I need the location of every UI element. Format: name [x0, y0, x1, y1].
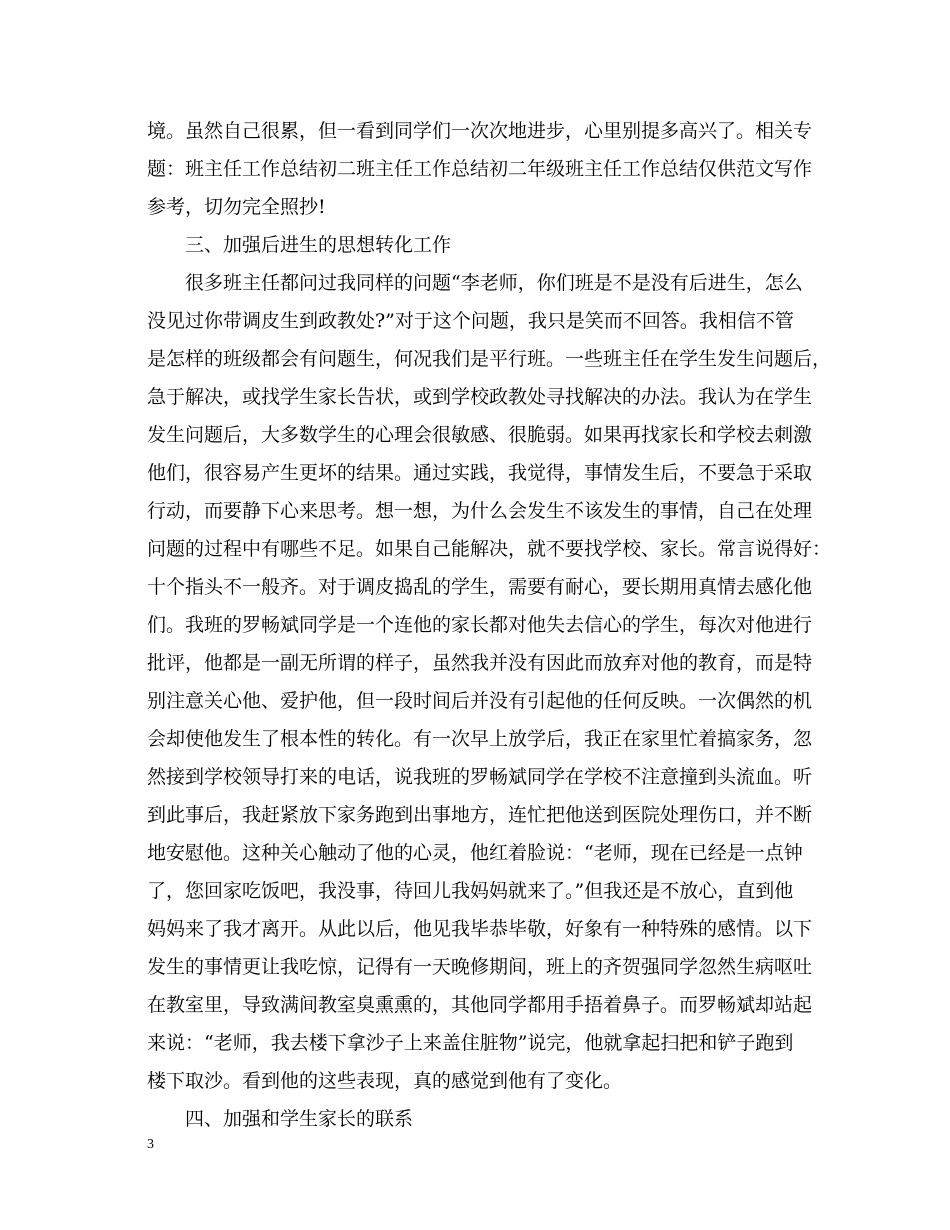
body-text-line: 来说：“老师，我去楼下拿沙子上来盖住脏物”说完，他就拿起扫把和铲子跑到 — [147, 1032, 794, 1054]
body-text-line: 十个指头不一般齐。对于调皮捣乱的学生，需要有耐心，要长期用真情去感化他 — [147, 576, 813, 598]
body-text-line: 发生问题后，大多数学生的心理会很敏感、很脆弱。如果再找家长和学校去刺激 — [147, 424, 813, 446]
body-text-line: 在教室里，导致满间教室臭熏熏的，其他同学都用手捂着鼻子。而罗畅斌却站起 — [147, 994, 813, 1016]
body-text-line: 地安慰他。这种关心触动了他的心灵，他红着脸说：“老师，现在已经是一点钟 — [147, 842, 803, 864]
body-text-line: 楼下取沙。看到他的这些表现，真的感觉到他有了变化。 — [147, 1070, 623, 1092]
body-text-line: 行动，而要静下心来思考。想一想，为什么会发生不该发生的事情，自己在处理 — [147, 500, 813, 522]
body-text-line: 会却使他发生了根本性的转化。有一次早上放学后，我正在家里忙着搞家务，忽 — [147, 728, 813, 750]
page-number: 3 — [147, 1137, 154, 1152]
body-text-line: 批评，他都是一副无所谓的样子，虽然我并没有因此而放弃对他的教育，而是特 — [147, 652, 813, 674]
body-text-line: 他们，很容易产生更坏的结果。通过实践，我觉得，事情发生后，不要急于采取 — [147, 462, 813, 484]
body-text-line: 题：班主任工作总结初二班主任工作总结初二年级班主任工作总结仅供范文写作 — [147, 158, 813, 180]
section-heading: 四、加强和学生家长的联系 — [185, 1108, 414, 1130]
body-text-line: 境。虽然自己很累，但一看到同学们一次次地进步，心里别提多高兴了。相关专 — [147, 120, 813, 142]
body-text-line: 没见过你带调皮生到政教处?”对于这个问题，我只是笑而不回答。我相信不管 — [147, 310, 794, 332]
body-text-line: 问题的过程中有哪些不足。如果自己能解决，就不要找学校、家长。常言说得好： — [147, 538, 832, 560]
body-text-line: 很多班主任都问过我同样的问题“李老师，你们班是不是没有后进生，怎么 — [185, 272, 803, 294]
body-text-line: 然接到学校领导打来的电话，说我班的罗畅斌同学在学校不注意撞到头流血。听 — [147, 766, 813, 788]
body-text-line: 了，您回家吃饭吧，我没事，待回儿我妈妈就来了。”但我还是不放心，直到他 — [147, 880, 794, 902]
body-text-line: 别注意关心他、爱护他，但一段时间后并没有引起他的任何反映。一次偶然的机 — [147, 690, 813, 712]
body-text-line: 发生的事情更让我吃惊，记得有一天晚修期间，班上的齐贺强同学忽然生病呕吐 — [147, 956, 813, 978]
body-text-line: 到此事后，我赶紧放下家务跑到出事地方，连忙把他送到医院处理伤口，并不断 — [147, 804, 813, 826]
body-text-line: 参考，切勿完全照抄! — [147, 196, 326, 218]
body-text-line: 急于解决，或找学生家长告状，或到学校政教处寻找解决的办法。我认为在学生 — [147, 386, 813, 408]
body-text-line: 妈妈来了我才离开。从此以后，他见我毕恭毕敬，好象有一种特殊的感情。以下 — [147, 918, 813, 940]
body-text-line: 是怎样的班级都会有问题生，何况我们是平行班。一些班主任在学生发生问题后， — [147, 348, 832, 370]
section-heading: 三、加强后进生的思想转化工作 — [185, 234, 452, 256]
body-text-line: 们。我班的罗畅斌同学是一个连他的家长都对他失去信心的学生，每次对他进行 — [147, 614, 813, 636]
